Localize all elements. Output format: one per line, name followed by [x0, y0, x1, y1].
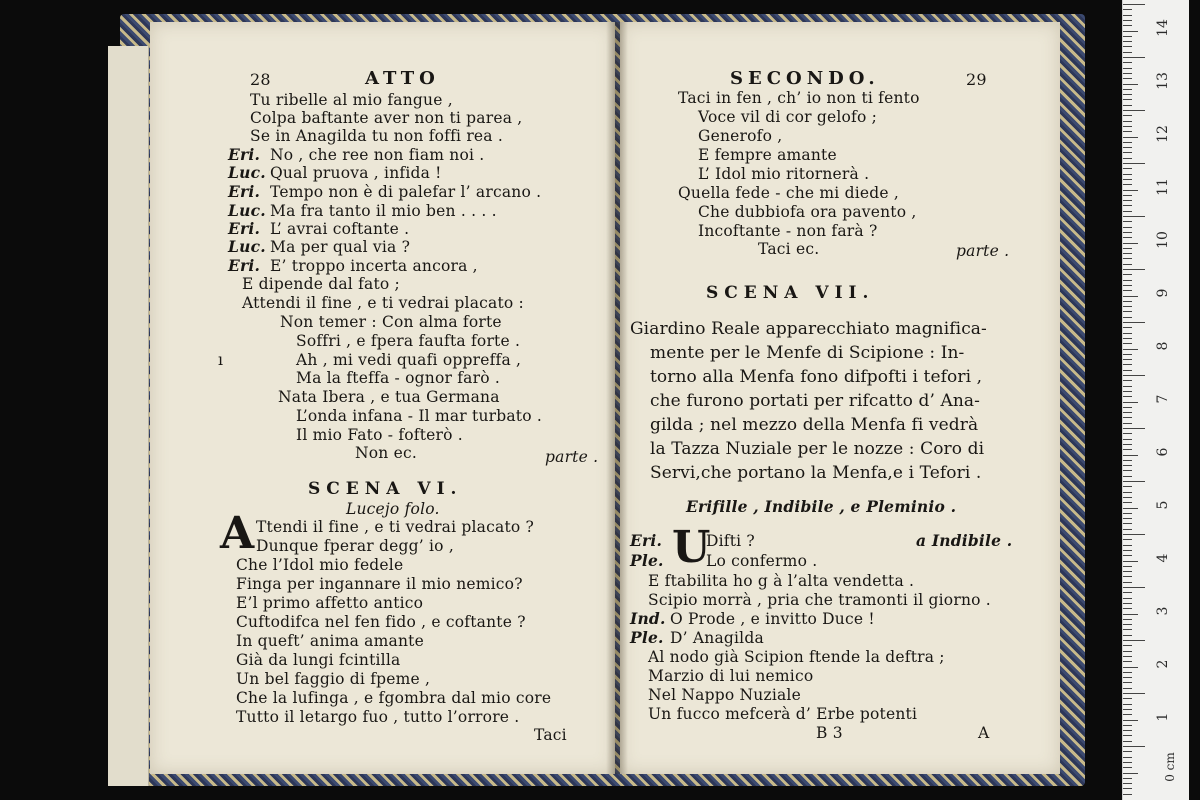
ruler-tick	[1123, 306, 1132, 307]
ruler-label: 1	[1155, 712, 1171, 722]
verse-line: Marzio di lui nemico	[648, 667, 814, 685]
verse-line: Generofo ,	[698, 127, 783, 145]
ruler-label: 11	[1155, 178, 1171, 196]
aside-note: a Indibile .	[916, 531, 1013, 550]
ruler-tick	[1123, 730, 1132, 731]
speaker-label: Eri.	[228, 219, 261, 238]
verse-line: Al nodo già Scipion ftende la deftra ;	[648, 648, 945, 666]
verse-line: O Prode , e invitto Duce !	[670, 610, 875, 628]
verse-line: Soffri , e fpera faufta forte .	[296, 332, 521, 350]
ruler-tick	[1123, 587, 1145, 588]
drop-cap: A	[220, 508, 255, 559]
margin-mark: ı	[218, 351, 224, 369]
verse-line: Dunque fperar degg’ io ,	[256, 537, 454, 555]
speaker-label: Luc.	[228, 163, 266, 182]
catchword: Taci	[534, 726, 567, 744]
verse-line: Un fucco mefcerà d’ Erbe potenti	[648, 705, 918, 723]
ruler-tick	[1123, 720, 1138, 721]
ruler-tick	[1123, 545, 1132, 546]
verse-line: Qual pruova , infida !	[270, 164, 442, 182]
verse-line: Già da lungi fcintilla	[236, 651, 401, 669]
verse-line: Non ec.	[355, 444, 417, 462]
verse-line: D’ Anagilda	[670, 629, 764, 647]
ruler-tick	[1123, 603, 1132, 604]
ruler-tick	[1123, 322, 1145, 323]
catchword: A	[978, 724, 990, 742]
ruler-tick	[1123, 672, 1132, 673]
ruler-tick	[1123, 455, 1138, 456]
ruler-tick	[1123, 746, 1145, 747]
right-page	[620, 22, 1060, 774]
ruler-tick	[1123, 121, 1132, 122]
ruler-tick	[1123, 78, 1132, 79]
ruler-tick	[1123, 89, 1132, 90]
ruler-tick	[1123, 354, 1132, 355]
ruler-tick	[1123, 46, 1132, 47]
exit-note: parte .	[545, 448, 599, 466]
ruler-tick	[1123, 227, 1132, 228]
verse-line: In queft’ anima amante	[236, 632, 424, 650]
ruler-tick	[1123, 258, 1132, 259]
ruler-tick	[1123, 195, 1132, 196]
ruler-label: 10	[1155, 231, 1171, 249]
ruler-tick	[1123, 142, 1132, 143]
book-gutter	[606, 22, 628, 774]
ruler-tick	[1123, 704, 1132, 705]
verse-line: E dipende dal fato ;	[242, 275, 400, 293]
verse-line: Ma la fteffa - ognor farò .	[296, 369, 500, 387]
ruler-tick	[1123, 470, 1132, 471]
ruler-tick	[1123, 550, 1132, 551]
ruler-tick	[1123, 624, 1132, 625]
ruler-tick	[1123, 773, 1138, 774]
ruler-tick	[1123, 555, 1132, 556]
scene-title: SCENA VII.	[706, 283, 875, 303]
ruler-tick	[1123, 9, 1132, 10]
ruler-unit: 0 cm	[1162, 752, 1177, 782]
verse-line: Che dubbiofa ora pavento ,	[698, 203, 917, 221]
ruler-tick	[1123, 561, 1138, 562]
ruler-tick	[1123, 343, 1132, 344]
ruler-tick	[1123, 115, 1132, 116]
verse-line: Non temer : Con alma forte	[280, 313, 502, 331]
ruler-tick	[1123, 762, 1132, 763]
verse-line: Colpa baftante aver non ti parea ,	[250, 109, 523, 127]
ruler-tick	[1123, 444, 1132, 445]
drop-cap: U	[672, 522, 711, 573]
ruler-tick	[1123, 375, 1145, 376]
speaker-label: Eri.	[228, 256, 261, 275]
verse-line: Ttendi il fine , e ti vedrai placato ?	[256, 518, 535, 536]
exit-note: parte .	[956, 242, 1010, 260]
ruler-tick	[1123, 269, 1145, 270]
ruler-tick	[1123, 576, 1132, 577]
ruler-tick	[1123, 370, 1132, 371]
ruler-tick	[1123, 31, 1138, 32]
verse-line: E fempre amante	[698, 146, 837, 164]
ruler-tick	[1123, 359, 1132, 360]
ruler-tick	[1123, 179, 1132, 180]
ruler-tick	[1123, 52, 1132, 53]
verse-line: Tutto il letargo fuo , tutto l’orrore .	[236, 708, 520, 726]
ruler-tick	[1123, 439, 1132, 440]
ruler-tick	[1123, 327, 1132, 328]
ruler-tick	[1123, 476, 1132, 477]
ruler-tick	[1123, 486, 1132, 487]
verse-line: Nel Nappo Nuziale	[648, 686, 801, 704]
ruler-tick	[1123, 465, 1132, 466]
ruler-tick	[1123, 57, 1145, 58]
page-number: 29	[966, 70, 987, 89]
ruler-tick	[1123, 105, 1132, 106]
ruler-tick	[1123, 751, 1132, 752]
stage-direction-line: torno alla Menfa fono difpofti i tefori ,	[650, 367, 983, 387]
ruler-tick	[1123, 364, 1132, 365]
ruler-tick	[1123, 290, 1132, 291]
ruler-tick	[1123, 656, 1132, 657]
ruler-tick	[1123, 651, 1132, 652]
verse-line: Lo confermo .	[706, 552, 818, 570]
measurement-ruler	[1122, 0, 1189, 800]
verse-line: E’ troppo incerta ancora ,	[270, 257, 478, 275]
speaker-label: Ple.	[630, 628, 664, 647]
ruler-tick	[1123, 380, 1132, 381]
ruler-tick	[1123, 147, 1132, 148]
ruler-tick	[1123, 783, 1132, 784]
ruler-tick	[1123, 168, 1132, 169]
running-header: ATTO	[365, 68, 440, 89]
page-edges	[108, 46, 149, 786]
verse-line: Taci ec.	[758, 240, 820, 258]
ruler-tick	[1123, 635, 1132, 636]
ruler-tick	[1123, 317, 1132, 318]
ruler-tick	[1123, 62, 1132, 63]
ruler-tick	[1123, 757, 1132, 758]
ruler-tick	[1123, 794, 1132, 795]
ruler-tick	[1123, 152, 1132, 153]
ruler-tick	[1123, 338, 1132, 339]
ruler-tick	[1123, 73, 1132, 74]
verse-line: Tu ribelle al mio fangue ,	[250, 91, 453, 109]
verse-line: Voce vil di cor gelofo ;	[698, 108, 878, 126]
ruler-tick	[1123, 99, 1132, 100]
ruler-tick	[1123, 391, 1132, 392]
ruler-label: 13	[1155, 72, 1171, 90]
verse-line: Finga per ingannare il mio nemico?	[236, 575, 523, 593]
ruler-tick	[1123, 645, 1132, 646]
ruler-tick	[1123, 221, 1132, 222]
ruler-tick	[1123, 174, 1132, 175]
ruler-label: 8	[1155, 341, 1171, 351]
ruler-tick	[1123, 248, 1132, 249]
verse-line: L’ avrai coftante .	[270, 220, 410, 238]
verse-line: Attendi il fine , e ti vedrai placato :	[242, 294, 524, 312]
ruler-tick	[1123, 598, 1132, 599]
ruler-tick	[1123, 539, 1132, 540]
stage-direction-line: Servi,che portano la Menfa,e i Tefori .	[650, 463, 982, 483]
ruler-tick	[1123, 158, 1132, 159]
ruler-tick	[1123, 788, 1132, 789]
ruler-label: 14	[1155, 19, 1171, 37]
ruler-tick	[1123, 131, 1132, 132]
verse-line: Ma per qual via ?	[270, 238, 411, 256]
stage-direction-line: gilda ; nel mezzo della Menfa fi vedrà	[650, 415, 979, 435]
ruler-tick	[1123, 492, 1132, 493]
stage-direction-line: mente per le Menfe di Scipione : In-	[650, 343, 965, 363]
verse-line: Quella fede - che mi diede ,	[678, 184, 899, 202]
ruler-tick	[1123, 423, 1132, 424]
ruler-label: 4	[1155, 553, 1171, 563]
verse-line: Tempo non è di palefar l’ arcano .	[270, 183, 542, 201]
speaker-label: Luc.	[228, 201, 266, 220]
ruler-tick	[1123, 741, 1132, 742]
ruler-tick	[1123, 110, 1145, 111]
verse-line: Scipio morrà , pria che tramonti il giorno .	[648, 591, 991, 609]
ruler-tick	[1123, 714, 1132, 715]
ruler-label: 5	[1155, 500, 1171, 510]
ruler-tick	[1123, 274, 1132, 275]
ruler-tick	[1123, 508, 1138, 509]
ruler-tick	[1123, 677, 1132, 678]
ruler-tick	[1123, 566, 1132, 567]
ruler-tick	[1123, 497, 1132, 498]
ruler-tick	[1123, 688, 1132, 689]
ruler-tick	[1123, 349, 1138, 350]
ruler-tick	[1123, 15, 1132, 16]
verse-line: Taci in fen , ch’ io non ti fento	[678, 89, 920, 107]
ruler-tick	[1123, 417, 1132, 418]
ruler-tick	[1123, 582, 1132, 583]
speaker-label: Luc.	[228, 237, 266, 256]
character-list: Erifille , Indibile , e Pleminio .	[686, 497, 957, 516]
ruler-tick	[1123, 513, 1132, 514]
verse-line: Nata Ibera , e tua Germana	[278, 388, 500, 406]
verse-line: L’ Idol mio ritornerà .	[698, 165, 870, 183]
scene-title: SCENA VI.	[308, 479, 463, 499]
ruler-tick	[1123, 481, 1145, 482]
speaker-label: Eri.	[630, 531, 663, 550]
ruler-tick	[1123, 698, 1132, 699]
ruler-tick	[1123, 693, 1145, 694]
ruler-tick	[1123, 661, 1132, 662]
ruler-label: 6	[1155, 447, 1171, 457]
ruler-label: 9	[1155, 288, 1171, 298]
verse-line: Difti ?	[706, 532, 755, 550]
verse-line: Incoftante - non farà ?	[698, 222, 878, 240]
ruler-tick	[1123, 592, 1132, 593]
ruler-tick	[1123, 25, 1132, 26]
verse-line: E’l primo affetto antico	[236, 594, 424, 612]
ruler-tick	[1123, 407, 1132, 408]
ruler-tick	[1123, 333, 1132, 334]
running-header: SECONDO.	[730, 68, 880, 89]
ruler-tick	[1123, 725, 1132, 726]
ruler-tick	[1123, 280, 1132, 281]
ruler-tick	[1123, 529, 1132, 530]
ruler-tick	[1123, 311, 1132, 312]
ruler-tick	[1123, 285, 1132, 286]
ruler-tick	[1123, 428, 1145, 429]
ruler-tick	[1123, 396, 1132, 397]
ruler-tick	[1123, 571, 1132, 572]
ruler-tick	[1123, 4, 1145, 5]
ruler-tick	[1123, 460, 1132, 461]
ruler-label: 3	[1155, 606, 1171, 616]
speaker-label: Ind.	[630, 609, 666, 628]
ruler-tick	[1123, 502, 1132, 503]
verse-line: No , che ree non fiam noi .	[270, 146, 485, 164]
ruler-tick	[1123, 301, 1132, 302]
ruler-tick	[1123, 211, 1132, 212]
ruler-tick	[1123, 237, 1132, 238]
stage-direction-line: che furono portati per rifcatto d’ Ana-	[650, 391, 980, 411]
ruler-tick	[1123, 682, 1132, 683]
ruler-tick	[1123, 232, 1132, 233]
speaker-label: Ple.	[630, 551, 664, 570]
ruler-tick	[1123, 402, 1138, 403]
ruler-tick	[1123, 767, 1132, 768]
ruler-tick	[1123, 433, 1132, 434]
ruler-tick	[1123, 667, 1138, 668]
stage-direction-line: la Tazza Nuziale per le nozze : Coro di	[650, 439, 985, 459]
ruler-tick	[1123, 68, 1132, 69]
ruler-tick	[1123, 137, 1138, 138]
ruler-tick	[1123, 216, 1145, 217]
ruler-tick	[1123, 190, 1138, 191]
verse-line: Ah , mi vedi quafi oppreffa ,	[296, 351, 522, 369]
verse-line: Cuftodifca nel fen fido , e coftante ?	[236, 613, 526, 631]
verse-line: Un bel faggio di fpeme ,	[236, 670, 431, 688]
verse-line: E ftabilita ho g à l’alta vendetta .	[648, 572, 915, 590]
ruler-tick	[1123, 608, 1132, 609]
ruler-tick	[1123, 264, 1132, 265]
ruler-tick	[1123, 534, 1145, 535]
ruler-tick	[1123, 200, 1132, 201]
ruler-tick	[1123, 386, 1132, 387]
ruler-tick	[1123, 619, 1132, 620]
ruler-tick	[1123, 523, 1132, 524]
ruler-tick	[1123, 163, 1145, 164]
ruler-label: 12	[1155, 125, 1171, 143]
ruler-tick	[1123, 184, 1132, 185]
verse-line: Se in Anagilda tu non foffi rea .	[250, 127, 503, 145]
ruler-tick	[1123, 518, 1132, 519]
verse-line: Che la lufinga , e fgombra dal mio core	[236, 689, 552, 707]
ruler-tick	[1123, 296, 1138, 297]
ruler-tick	[1123, 84, 1138, 85]
page-number: 28	[250, 70, 271, 89]
verse-line: L’onda infana - Il mar turbato .	[296, 407, 543, 425]
ruler-tick	[1123, 36, 1132, 37]
ruler-tick	[1123, 126, 1132, 127]
ruler-tick	[1123, 614, 1138, 615]
scene-subtitle: Lucejo folo.	[346, 500, 440, 518]
verse-line: Che l’Idol mio fedele	[236, 556, 404, 574]
ruler-tick	[1123, 243, 1138, 244]
ruler-tick	[1123, 640, 1145, 641]
ruler-label: 7	[1155, 394, 1171, 404]
ruler-label: 2	[1155, 659, 1171, 669]
speaker-label: Eri.	[228, 145, 261, 164]
ruler-tick	[1123, 735, 1132, 736]
ruler-tick	[1123, 778, 1132, 779]
stage-direction-line: Giardino Reale apparecchiato magnifica-	[630, 319, 987, 339]
ruler-tick	[1123, 205, 1132, 206]
verse-line: Il mio Fato - fofterò .	[296, 426, 463, 444]
ruler-tick	[1123, 412, 1132, 413]
ruler-tick	[1123, 41, 1132, 42]
ruler-tick	[1123, 253, 1132, 254]
ruler-tick	[1123, 629, 1132, 630]
signature-mark: B 3	[816, 724, 843, 742]
ruler-tick	[1123, 709, 1132, 710]
verse-line: Ma fra tanto il mio ben . . . .	[270, 202, 497, 220]
speaker-label: Eri.	[228, 182, 261, 201]
ruler-tick	[1123, 20, 1132, 21]
ruler-tick	[1123, 449, 1132, 450]
left-page	[150, 22, 615, 774]
ruler-tick	[1123, 94, 1132, 95]
